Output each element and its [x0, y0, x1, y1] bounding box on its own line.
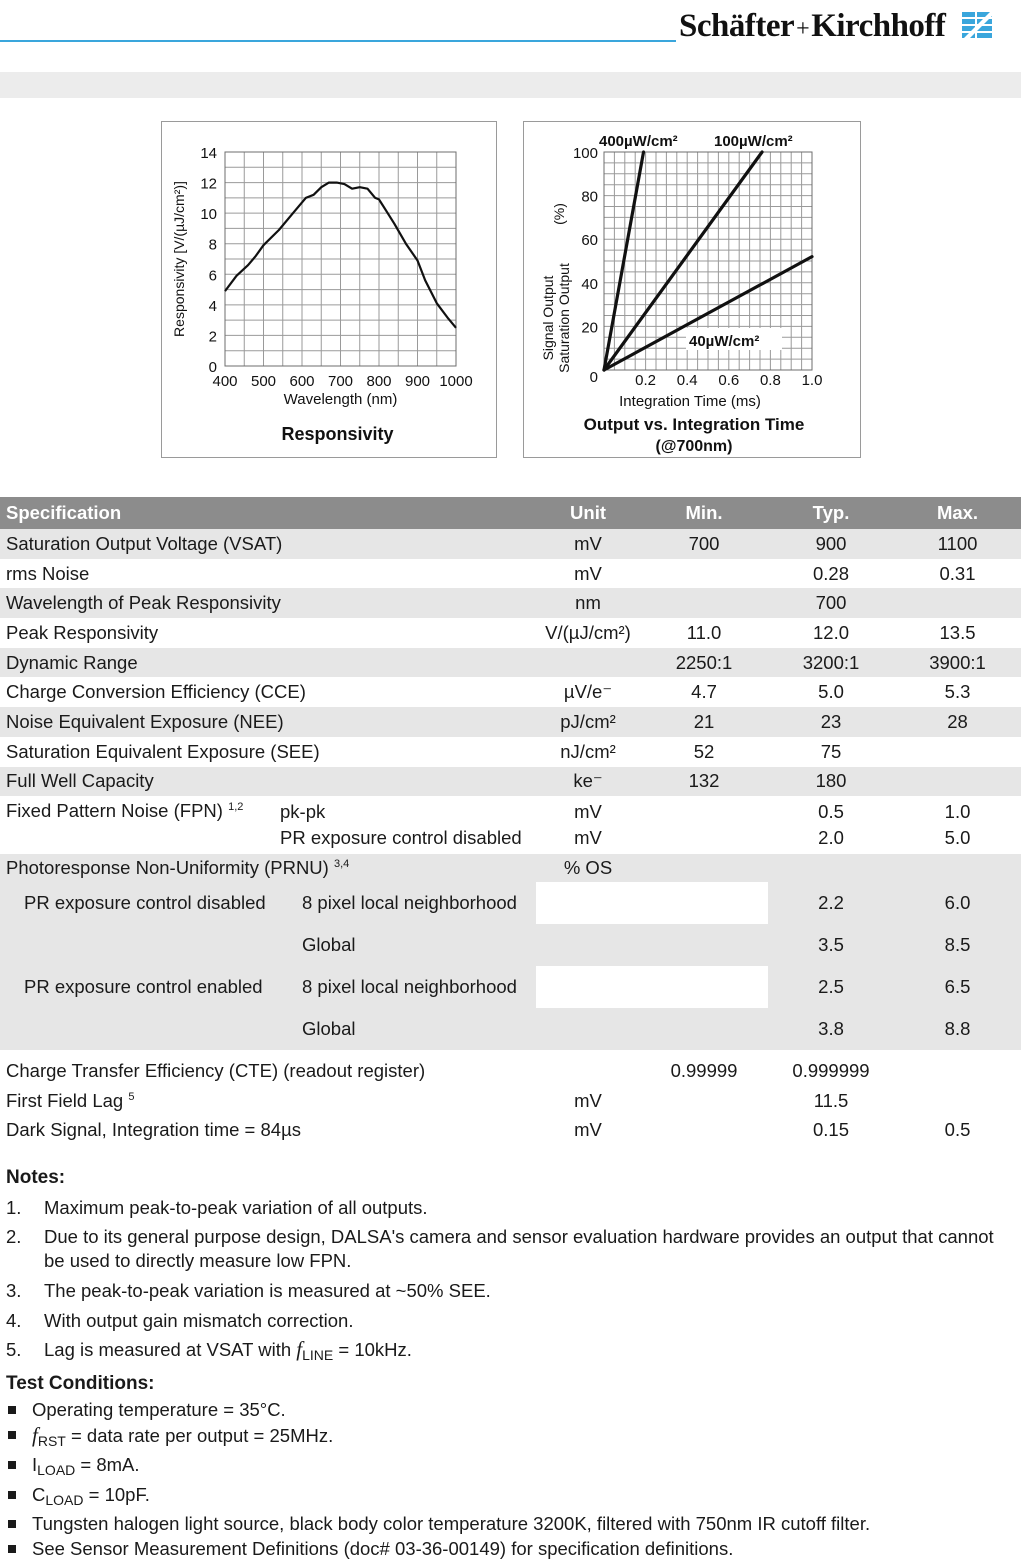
y-tick-label: 4: [209, 298, 217, 315]
test-condition-symbol: I: [32, 1454, 37, 1475]
note-text-rest: = 10kHz.: [333, 1339, 412, 1360]
x-tick-label: 0.6: [718, 372, 739, 389]
spec-unit: [536, 966, 640, 1008]
table-row: [0, 618, 1021, 648]
x-tick-label: 0.8: [760, 372, 781, 389]
y-tick-label: 12: [200, 176, 217, 193]
spec-max: [894, 588, 1021, 618]
spec-name: Noise Equivalent Exposure (NEE): [0, 707, 536, 737]
x-tick-label: 1.0: [802, 372, 823, 389]
x-tick-label: 500: [251, 373, 276, 390]
fpn-cond: PR exposure control disabled: [280, 825, 536, 851]
y-axis-unit: (%): [551, 203, 567, 225]
spec-max: [894, 854, 1021, 882]
prnu-condition: 8 pixel local neighborhood: [274, 882, 536, 924]
spec-min: [640, 924, 768, 966]
responsivity-chart: [161, 121, 497, 458]
specification-table: [0, 497, 1021, 1145]
spec-unit: [536, 648, 640, 678]
spec-max: 0.31: [894, 559, 1021, 589]
spec-min: [640, 882, 768, 924]
spec-typ: 0.15: [768, 1116, 894, 1146]
note-item: [6, 1222, 1018, 1276]
spec-name: [0, 796, 274, 854]
table-row: [0, 854, 1021, 882]
y-tick-label: 60: [581, 232, 598, 249]
prnu-group-label: PR exposure control disabled: [0, 882, 274, 924]
spec-typ: 3200:1: [768, 648, 894, 678]
test-condition-subscript: LOAD: [45, 1492, 83, 1508]
spec-max: 1100: [894, 529, 1021, 559]
spec-min: 4.7: [640, 677, 768, 707]
table-row: [0, 588, 1021, 618]
spec-name-text: Charge Transfer Efficiency (CTE) (readout register): [6, 1060, 425, 1081]
spec-max: 3900:1: [894, 648, 1021, 678]
prnu-group-label: [0, 1008, 274, 1050]
test-condition-text: Tungsten halogen light source, black body color temperature 3200K, filtered with 750nm IR cutoff filter.: [32, 1513, 870, 1534]
spec-typ: 700: [768, 588, 894, 618]
table-header-row: [0, 497, 1021, 529]
spec-max: 0.5: [894, 1116, 1021, 1146]
fpn-max: 1.0: [894, 799, 1021, 825]
x-tick-label: 0.2: [635, 372, 656, 389]
test-condition-item: [6, 1537, 1018, 1561]
spec-unit: [536, 796, 640, 854]
spec-unit: nJ/cm²: [536, 737, 640, 767]
test-condition-text: = 8mA.: [75, 1454, 139, 1475]
test-condition-item: [6, 1483, 1018, 1513]
spec-max: 13.5: [894, 618, 1021, 648]
fpn-unit: mV: [536, 799, 640, 825]
fpn-max: 5.0: [894, 825, 1021, 851]
y-tick-label: 6: [209, 267, 217, 284]
spec-max: [894, 767, 1021, 797]
footnote-ref: 5: [128, 1091, 134, 1103]
chart-title: Output vs. Integration Time: [584, 415, 805, 434]
spec-name: Wavelength of Peak Responsivity: [0, 588, 536, 618]
brand-left: Schäfter: [679, 8, 794, 44]
prnu-condition: 8 pixel local neighborhood: [274, 966, 536, 1008]
x-axis-label: Wavelength (nm): [284, 391, 398, 408]
test-condition-item: [6, 1453, 1018, 1483]
spec-typ: 5.0: [768, 677, 894, 707]
spec-max: 6.5: [894, 966, 1021, 1008]
x-axis-label: Integration Time (ms): [619, 393, 761, 410]
spec-unit: [536, 1056, 640, 1086]
spec-min: 11.0: [640, 618, 768, 648]
table-row: [0, 966, 1021, 1008]
note-item: [6, 1306, 1018, 1336]
spec-unit: [536, 924, 640, 966]
spec-typ: 3.8: [768, 1008, 894, 1050]
y-tick-label: 2: [209, 328, 217, 345]
test-condition-subscript: RST: [38, 1433, 66, 1449]
note-text: Maximum peak-to-peak variation of all outputs.: [44, 1197, 428, 1218]
spec-max: [894, 1056, 1021, 1086]
spec-name: Saturation Output Voltage (VSAT): [0, 529, 536, 559]
header-typ: Typ.: [768, 497, 894, 529]
spec-unit: mV: [536, 1086, 640, 1116]
output-vs-integration-chart: [523, 121, 861, 458]
table-row: [0, 796, 1021, 854]
header-spec: Specification: [0, 497, 536, 529]
y-tick-label: 40: [581, 276, 598, 293]
spec-min: [640, 1008, 768, 1050]
table-row: [0, 559, 1021, 589]
brand-logo-icon: [962, 10, 992, 40]
spec-unit: nm: [536, 588, 640, 618]
spec-name: Full Well Capacity: [0, 767, 536, 797]
test-condition-symbol: C: [32, 1484, 45, 1505]
spec-max: 6.0: [894, 882, 1021, 924]
table-row: [0, 1008, 1021, 1050]
spec-name: [0, 1086, 536, 1116]
spec-name: [0, 1116, 536, 1146]
spec-min: [640, 588, 768, 618]
spec-name-text: Dark Signal, Integration time = 84µs: [6, 1119, 301, 1140]
spec-typ: 180: [768, 767, 894, 797]
brand-right: Kirchhoff: [811, 8, 945, 44]
spec-unit: mV: [536, 529, 640, 559]
prnu-group-label: [0, 924, 274, 966]
y-axis-label: Responsivity [V/(µJ/cm²)]: [171, 181, 187, 337]
series-label: 400µW/cm²: [599, 133, 678, 150]
spec-typ: [768, 796, 894, 854]
spec-typ: 75: [768, 737, 894, 767]
spec-typ: 12.0: [768, 618, 894, 648]
spec-min: [640, 1116, 768, 1146]
x-tick-label: 0.4: [677, 372, 698, 389]
spec-name: Saturation Equivalent Exposure (SEE): [0, 737, 536, 767]
fpn-typ: 0.5: [768, 799, 894, 825]
fpn-typ: 2.0: [768, 825, 894, 851]
notes-section: [6, 1163, 1018, 1561]
header-min: Min.: [640, 497, 768, 529]
spec-unit: [536, 882, 640, 924]
x-tick-label: 900: [405, 373, 430, 390]
prnu-condition: Global: [274, 1008, 536, 1050]
prnu-group-label: PR exposure control enabled: [0, 966, 274, 1008]
table-row: [0, 1116, 1021, 1146]
y-tick-label: 14: [200, 145, 217, 162]
section-band: [0, 72, 1021, 98]
note-number: 3.: [6, 1276, 21, 1306]
y-tick-label: 20: [581, 319, 598, 336]
table-row: [0, 677, 1021, 707]
spec-unit: ke⁻: [536, 767, 640, 797]
brand-plus: +: [796, 16, 809, 42]
table-row: [0, 737, 1021, 767]
note-number: 1.: [6, 1193, 21, 1223]
spec-name: rms Noise: [0, 559, 536, 589]
spec-typ: 3.5: [768, 924, 894, 966]
test-conditions-heading: Test Conditions:: [6, 1369, 1018, 1399]
test-condition-text: = 10pF.: [84, 1484, 150, 1505]
spec-max: 8.5: [894, 924, 1021, 966]
table-row: [0, 648, 1021, 678]
table-row: [0, 707, 1021, 737]
note-item: [6, 1276, 1018, 1306]
x-tick-label: 400: [212, 373, 237, 390]
spec-max: [894, 737, 1021, 767]
note-text: The peak-to-peak variation is measured at ~50% SEE.: [44, 1280, 491, 1301]
spec-typ: 0.999999: [768, 1056, 894, 1086]
spec-name: [0, 854, 536, 882]
y-axis-label-1: Signal Output: [540, 275, 556, 360]
spec-condition: [274, 796, 536, 854]
test-condition-text: = data rate per output = 25MHz.: [66, 1425, 333, 1446]
responsivity-chart-svg: [162, 122, 496, 457]
spec-unit: % OS: [536, 854, 640, 882]
series-label: 100µW/cm²: [714, 133, 793, 150]
y-tick-label: 0: [209, 359, 217, 376]
spec-typ: [768, 854, 894, 882]
chart-title: Responsivity: [281, 424, 393, 444]
table-row: [0, 767, 1021, 797]
spec-min: [640, 796, 768, 854]
spec-typ: 2.2: [768, 882, 894, 924]
test-condition-item: [6, 1423, 1018, 1454]
header-max: Max.: [894, 497, 1021, 529]
spec-typ: 900: [768, 529, 894, 559]
y-tick-label: 0: [590, 369, 598, 386]
note-symbol: f: [296, 1337, 302, 1361]
spec-max: [894, 796, 1021, 854]
spec-name: [0, 1056, 536, 1086]
prnu-condition: Global: [274, 924, 536, 966]
fpn-unit: mV: [536, 825, 640, 851]
note-number: 4.: [6, 1306, 21, 1336]
y-tick-label: 8: [209, 237, 217, 254]
x-tick-label: 800: [366, 373, 391, 390]
test-condition-item: [6, 1398, 1018, 1423]
x-tick-label: 600: [289, 373, 314, 390]
y-tick-label: 100: [573, 145, 598, 162]
spec-min: 52: [640, 737, 768, 767]
spec-name-text: Fixed Pattern Noise (FPN): [6, 800, 223, 821]
test-condition-subscript: LOAD: [37, 1462, 75, 1478]
spec-name: Peak Responsivity: [0, 618, 536, 648]
spec-unit: mV: [536, 1116, 640, 1146]
spec-name-text: First Field Lag: [6, 1090, 123, 1111]
spec-unit: V/(µJ/cm²): [536, 618, 640, 648]
test-condition-symbol: f: [32, 1423, 38, 1447]
spec-max: [894, 1086, 1021, 1116]
table-row: [0, 1056, 1021, 1086]
header-unit: Unit: [536, 497, 640, 529]
x-tick-label: 700: [328, 373, 353, 390]
spec-min: 0.99999: [640, 1056, 768, 1086]
footnote-ref: 1,2: [228, 801, 243, 813]
spec-typ: 2.5: [768, 966, 894, 1008]
test-condition-item: [6, 1512, 1018, 1537]
spec-min: 132: [640, 767, 768, 797]
spec-unit: pJ/cm²: [536, 707, 640, 737]
spec-typ: 11.5: [768, 1086, 894, 1116]
note-text: Lag is measured at VSAT with: [44, 1339, 291, 1360]
x-tick-label: 1000: [439, 373, 472, 390]
note-item: [6, 1335, 1018, 1371]
note-subscript: LINE: [302, 1347, 333, 1363]
footnote-ref: 3,4: [334, 858, 349, 870]
y-tick-label: 80: [581, 189, 598, 206]
header-rule: [0, 40, 676, 42]
fpn-cond: pk-pk: [280, 799, 536, 825]
chart-subtitle: (@700nm): [656, 438, 733, 455]
spec-max: 5.3: [894, 677, 1021, 707]
spec-name: Charge Conversion Efficiency (CCE): [0, 677, 536, 707]
spec-min: 700: [640, 529, 768, 559]
spec-min: 21: [640, 707, 768, 737]
note-number: 5.: [6, 1335, 21, 1365]
y-tick-label: 10: [200, 206, 217, 223]
spec-name: Dynamic Range: [0, 648, 536, 678]
spec-min: 2250:1: [640, 648, 768, 678]
note-item: [6, 1193, 1018, 1223]
spec-min: [640, 966, 768, 1008]
spec-unit: mV: [536, 559, 640, 589]
y-axis-label-2: Saturation Output: [556, 263, 572, 373]
spec-typ: 23: [768, 707, 894, 737]
output-vs-integration-chart-svg: [524, 122, 860, 457]
spec-max: 8.8: [894, 1008, 1021, 1050]
spec-unit: µV/e⁻: [536, 677, 640, 707]
note-number: 2.: [6, 1225, 21, 1249]
note-text: Due to its general purpose design, DALSA's camera and sensor evaluation hardware provides an output that cannot be used to directly measure low FPN.: [44, 1226, 994, 1271]
test-condition-text: Operating temperature = 35°C.: [32, 1399, 286, 1420]
series-label: 40µW/cm²: [689, 333, 759, 350]
brand-name: [679, 8, 945, 45]
table-row: [0, 924, 1021, 966]
note-text: With output gain mismatch correction.: [44, 1310, 354, 1331]
spec-min: [640, 559, 768, 589]
table-row: [0, 882, 1021, 924]
table-row: [0, 1086, 1021, 1116]
table-row: [0, 529, 1021, 559]
spec-max: 28: [894, 707, 1021, 737]
spec-typ: 0.28: [768, 559, 894, 589]
notes-heading: Notes:: [6, 1163, 1018, 1193]
spec-unit: [536, 1008, 640, 1050]
spec-name-text: Photoresponse Non-Uniformity (PRNU): [6, 857, 329, 878]
spec-min: [640, 1086, 768, 1116]
test-condition-text: See Sensor Measurement Definitions (doc# 03-36-00149) for specification definitions.: [32, 1538, 733, 1559]
spec-min: [640, 854, 768, 882]
